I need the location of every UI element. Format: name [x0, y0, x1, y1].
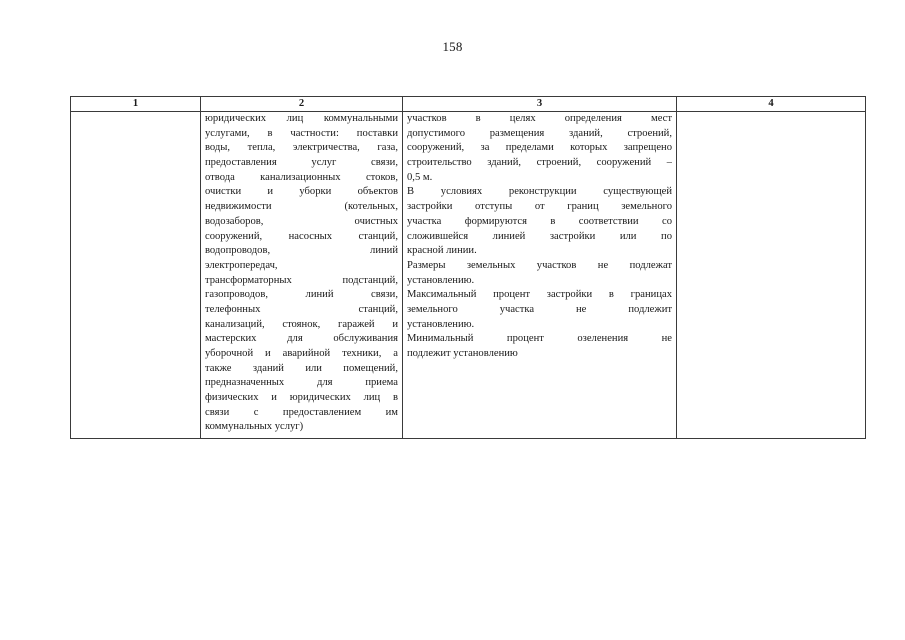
permitted-use-line: газопроводов, линий связи, [205, 289, 398, 301]
permitted-use-line: также зданий или помещений, [205, 362, 398, 374]
column-header-2: 2 [201, 97, 403, 112]
cell-col4 [677, 112, 866, 439]
parameters-text [407, 112, 672, 362]
permitted-use-line: водозаборов, очистных [205, 215, 398, 227]
permitted-use-line: коммунальных услуг) [205, 421, 304, 433]
column-header-4: 4 [677, 97, 866, 112]
permitted-use-line: предназначенных для приема [205, 377, 398, 389]
parameters-line: красной линии. [407, 245, 477, 257]
permitted-use-text [205, 112, 398, 435]
permitted-use-line: недвижимости (котельных, [205, 201, 398, 213]
permitted-use-line: физических и юридических лиц в [205, 392, 398, 404]
permitted-use-line: связи с предоставлением им [205, 406, 398, 418]
parameters-line: участка формируются в соответствии со [407, 215, 672, 227]
permitted-use-line: сооружений, насосных станций, [205, 230, 398, 242]
table-row [71, 112, 866, 439]
permitted-use-line: водопроводов, линий [205, 245, 398, 257]
parameters-line: Максимальный процент застройки в границах [407, 289, 672, 301]
permitted-use-line: телефонных станций, [205, 303, 398, 315]
parameters-line: установлению. [407, 274, 475, 286]
permitted-use-line: уборочной и аварийной техники, а [205, 348, 398, 359]
parameters-line: сложившейся линией застройки или по [407, 230, 672, 242]
regulations-table [70, 96, 866, 439]
parameters-line: строительство зданий, строений, сооружений – [407, 157, 672, 169]
table-header-row [71, 97, 866, 112]
parameters-line: В условиях реконструкции существующей [407, 186, 672, 198]
permitted-use-line: услугами, в частности: поставки [205, 127, 398, 139]
permitted-use-line: предоставления услуг связи, [205, 157, 398, 169]
permitted-use-line: юридических лиц коммунальными [205, 113, 398, 124]
parameters-line: земельного участка не подлежит [407, 303, 672, 315]
parameters-line: Размеры земельных участков не подлежат [407, 259, 672, 271]
permitted-use-line: отвода канализационных стоков, [205, 171, 398, 183]
parameters-line: сооружений, за пределами которых запрещено [407, 142, 672, 154]
parameters-line: 0,5 м. [407, 171, 433, 183]
column-header-1: 1 [71, 97, 201, 112]
permitted-use-line: канализаций, стоянок, гаражей и [205, 318, 398, 330]
parameters-line: установлению. [407, 318, 475, 330]
permitted-use-line: электропередач, [205, 259, 278, 271]
permitted-use-line: трансформаторных подстанций, [205, 274, 398, 286]
parameters-line: участков в целях определения мест [407, 113, 672, 124]
permitted-use-line: воды, тепла, электричества, газа, [205, 142, 398, 154]
column-header-3: 3 [403, 97, 677, 112]
parameters-line: подлежит установлению [407, 348, 518, 359]
cell-col1 [71, 112, 201, 439]
parameters-line: Минимальный процент озеленения не [407, 333, 672, 345]
parameters-line: застройки отступы от границ земельного [407, 201, 672, 213]
permitted-use-line: очистки и уборки объектов [205, 186, 398, 198]
permitted-use-line: мастерских для обслуживания [205, 333, 398, 345]
page-number: 158 [442, 39, 463, 54]
cell-col2-permitted-use [201, 112, 403, 439]
cell-col3-parameters [403, 112, 677, 439]
parameters-line: допустимого размещения зданий, строений, [407, 127, 672, 139]
